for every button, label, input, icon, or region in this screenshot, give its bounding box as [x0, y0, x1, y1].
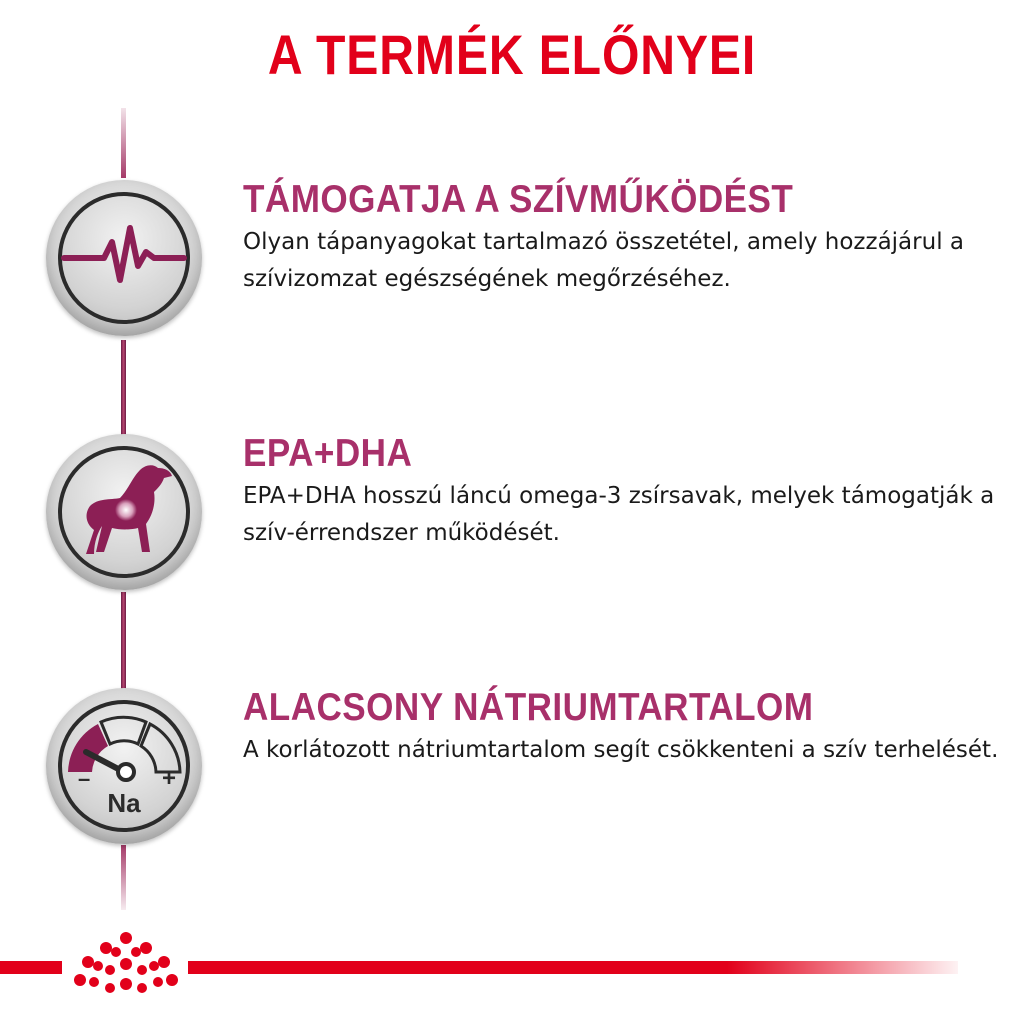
timeline-line-top — [121, 108, 126, 178]
page-title: A TERMÉK ELŐNYEI — [267, 23, 757, 86]
gauge-na-label: Na — [107, 788, 141, 818]
benefit-text: EPA+DHA hosszú láncú omega-3 zsírsavak, melyek támogatják a szív-érrendszer működését. — [243, 483, 995, 546]
benefit-text: Olyan tápanyagokat tartalmazó összetétel, amely hozzájárul a szívizomzat egészségének megőrzéséhez. — [243, 229, 964, 292]
heartbeat-icon — [46, 180, 202, 336]
timeline-line-segment — [121, 340, 126, 440]
bottom-bar-left — [0, 961, 62, 974]
royal-canin-crown-logo — [70, 930, 182, 998]
gauge-plus-label: + — [162, 765, 177, 792]
bottom-bar-right — [188, 961, 958, 974]
benefit-heading: ALACSONY NÁTRIUMTARTALOM — [243, 686, 814, 729]
dog-heart-icon — [46, 434, 202, 590]
benefit-text: A korlátozott nátriumtartalom segít csökkenteni a szív terhelését. — [243, 737, 999, 763]
benefit-heading: TÁMOGATJA A SZÍVMŰKÖDÉST — [243, 178, 794, 221]
gauge-minus-label: – — [78, 766, 91, 791]
sodium-gauge-icon — [46, 688, 202, 844]
timeline-line-bottom — [121, 845, 126, 910]
benefit-heading: EPA+DHA — [243, 432, 413, 475]
timeline-line-segment — [121, 592, 126, 692]
